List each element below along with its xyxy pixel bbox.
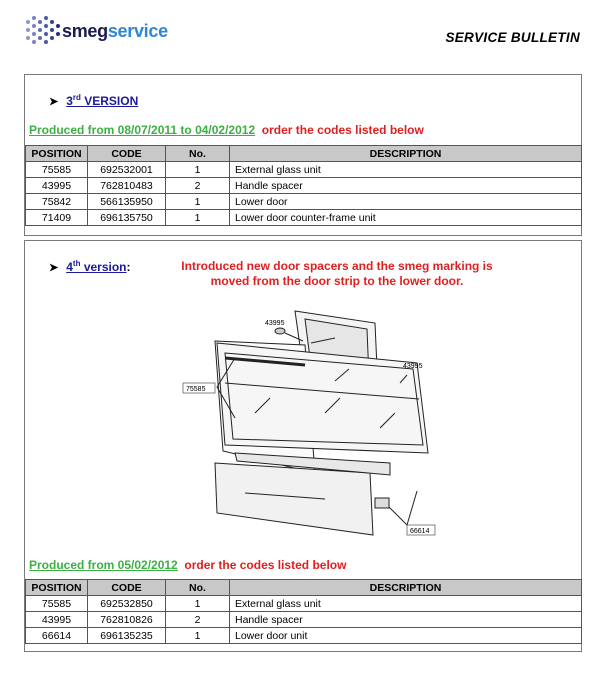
- description-cell: Handle spacer: [230, 612, 582, 628]
- description-cell: External glass unit: [230, 162, 582, 178]
- external-glass-unit: [215, 341, 428, 473]
- version-change-note: [137, 259, 537, 289]
- logo-dot: [26, 36, 30, 40]
- code-cell: 566135950: [88, 194, 166, 210]
- table-row: [26, 612, 582, 628]
- version-suffix: rd: [72, 93, 81, 102]
- logo-text: [62, 21, 168, 42]
- change-note-line-2: moved from the door strip to the lower door.: [210, 274, 464, 288]
- logo-dot: [50, 28, 54, 32]
- smeg-service-logo: [26, 16, 168, 46]
- quantity-cell: 1: [166, 210, 230, 226]
- table-row: [26, 194, 582, 210]
- column-header: POSITION: [26, 580, 88, 596]
- code-cell: 692532850: [88, 596, 166, 612]
- document-title: SERVICE BULLETIN: [445, 30, 580, 45]
- column-header: DESCRIPTION: [230, 580, 582, 596]
- code-cell: 692532001: [88, 162, 166, 178]
- label-spacer-right: 43995: [403, 363, 423, 370]
- logo-dot: [56, 24, 60, 28]
- position-cell: 75842: [26, 194, 88, 210]
- produced-range-1: [29, 123, 424, 137]
- produced-dates: Produced from 08/07/2011 to 04/02/2012: [29, 123, 256, 137]
- description-cell: Lower door unit: [230, 628, 582, 644]
- description-cell: Handle spacer: [230, 178, 582, 194]
- arrow-bullet-icon: ➤: [49, 96, 59, 108]
- position-cell: 75585: [26, 596, 88, 612]
- third-version-section: [24, 74, 582, 236]
- logo-dot: [44, 40, 48, 44]
- quantity-cell: 1: [166, 628, 230, 644]
- code-cell: 762810826: [88, 612, 166, 628]
- logo-dot: [38, 28, 42, 32]
- column-header: CODE: [88, 580, 166, 596]
- produced-dates: Produced from 05/02/2012: [29, 558, 178, 572]
- column-header: CODE: [88, 146, 166, 162]
- position-cell: 43995: [26, 178, 88, 194]
- quantity-cell: 1: [166, 162, 230, 178]
- logo-dot: [32, 32, 36, 36]
- logo-dot: [38, 20, 42, 24]
- parts-table-1: [25, 145, 582, 226]
- logo-dot: [44, 24, 48, 28]
- label-glass: 75585: [186, 386, 206, 393]
- page-header: [0, 0, 600, 62]
- table-row: [26, 210, 582, 226]
- position-cell: 75585: [26, 162, 88, 178]
- parts-table-2: [25, 579, 582, 644]
- quantity-cell: 1: [166, 194, 230, 210]
- oven-door-exploded-diagram: [145, 303, 445, 555]
- logo-dot: [38, 36, 42, 40]
- fourth-version-heading: ➤ 4th version:: [49, 259, 131, 274]
- position-cell: 43995: [26, 612, 88, 628]
- produced-range-2: [29, 558, 346, 572]
- column-header: POSITION: [26, 146, 88, 162]
- logo-text-smeg: smeg: [62, 20, 108, 41]
- column-header: DESCRIPTION: [230, 146, 582, 162]
- handle-spacer-top: [275, 328, 285, 334]
- version-number: 3: [66, 94, 73, 108]
- code-cell: 762810483: [88, 178, 166, 194]
- version-number: 4: [66, 260, 73, 274]
- logo-text-service: service: [107, 20, 168, 41]
- logo-dot: [56, 32, 60, 36]
- quantity-cell: 2: [166, 178, 230, 194]
- arrow-bullet-icon: ➤: [49, 262, 59, 274]
- column-header: No.: [166, 146, 230, 162]
- lower-door-unit: [215, 453, 390, 535]
- version-label: [66, 94, 138, 108]
- description-cell: External glass unit: [230, 596, 582, 612]
- label-spacer-top: 43995: [265, 320, 285, 327]
- logo-dot: [26, 20, 30, 24]
- logo-dot: [32, 16, 36, 20]
- position-cell: 66614: [26, 628, 88, 644]
- version-suffix: th: [72, 259, 81, 268]
- column-header: No.: [166, 580, 230, 596]
- logo-dot: [32, 40, 36, 44]
- quantity-cell: 1: [166, 596, 230, 612]
- third-version-heading: [49, 93, 138, 108]
- table-row: [26, 628, 582, 644]
- table-row: [26, 178, 582, 194]
- version-word: VERSION: [84, 94, 139, 108]
- description-cell: Lower door: [230, 194, 582, 210]
- table-row: [26, 162, 582, 178]
- description-cell: Lower door counter-frame unit: [230, 210, 582, 226]
- change-note-line-1: Introduced new door spacers and the smeg marking is: [181, 259, 493, 273]
- version-label: [66, 260, 126, 274]
- logo-dot: [44, 32, 48, 36]
- quantity-cell: 2: [166, 612, 230, 628]
- label-lower-door: 66614: [410, 528, 430, 535]
- logo-dot: [32, 24, 36, 28]
- logo-dots-icon: [26, 16, 60, 46]
- version-word: version: [83, 260, 127, 274]
- logo-dot: [44, 16, 48, 20]
- logo-dot: [50, 36, 54, 40]
- position-cell: 71409: [26, 210, 88, 226]
- code-cell: 696135235: [88, 628, 166, 644]
- logo-dot: [50, 20, 54, 24]
- code-cell: 696135750: [88, 210, 166, 226]
- order-instruction: order the codes listed below: [184, 558, 347, 572]
- order-instruction: order the codes listed below: [261, 123, 424, 137]
- logo-dot: [26, 28, 30, 32]
- fourth-version-section: [24, 240, 582, 652]
- table-row: [26, 596, 582, 612]
